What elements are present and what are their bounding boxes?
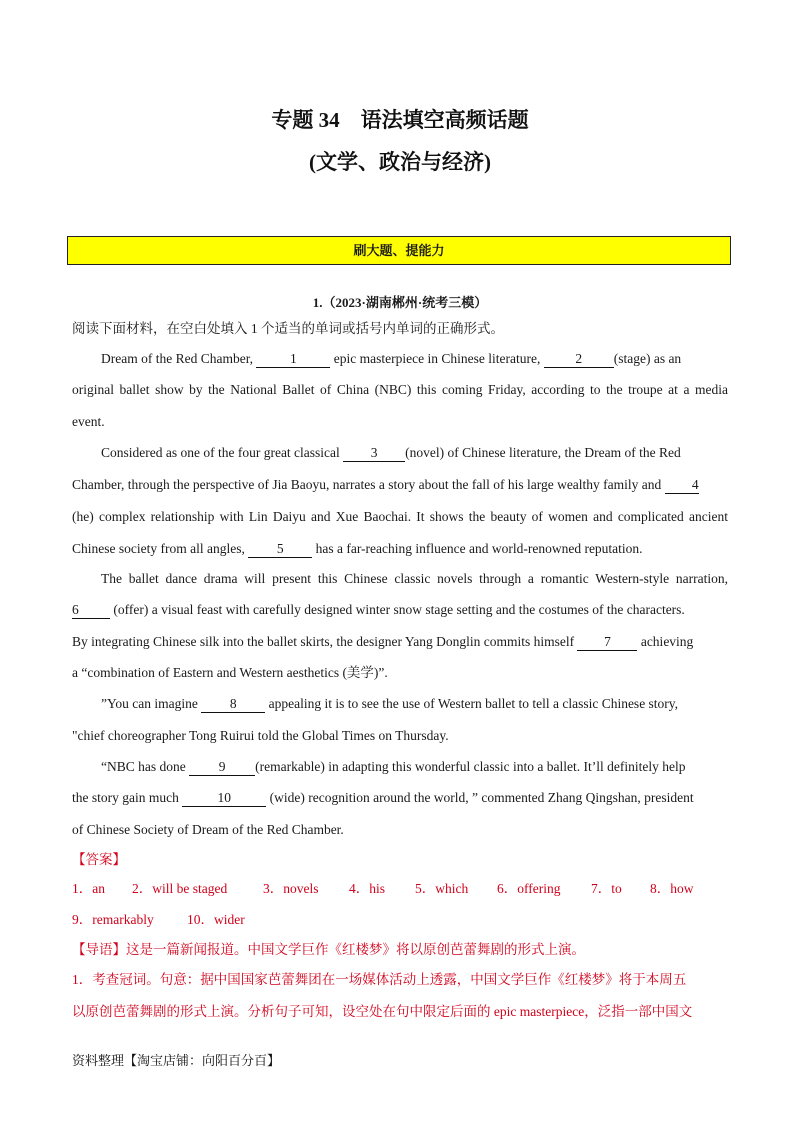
passage-text: Dream of the Red Chamber, (101, 351, 257, 366)
passage-line: a “combination of Eastern and Western aesthetics (美学)”. (72, 665, 388, 680)
passage-line (72, 601, 728, 619)
answer-label: 【答案】 (72, 852, 126, 867)
passage-line (72, 540, 728, 558)
answer-item: 3．novels (263, 881, 319, 896)
passage-line: original ballet show by the National Ballet of China (NBC) this coming Friday, according to the troupe at a media (72, 382, 728, 397)
passage-text: achieving (637, 634, 694, 649)
passage-text: epic masterpiece in Chinese literature, (330, 351, 544, 366)
blank-4[interactable]: 4 (665, 477, 699, 494)
passage-line (72, 633, 728, 651)
blank-3[interactable]: 3 (343, 445, 405, 462)
question-header: 1.（2023·湖南郴州·统考三模） (312, 295, 488, 310)
passage-text: (wide) recognition around the world, ” commented Zhang Qingshan, president (266, 790, 694, 805)
blank-7[interactable]: 7 (577, 634, 637, 651)
passage-line: event. (72, 414, 105, 429)
blank-8[interactable]: 8 (201, 696, 265, 713)
answer-item: 8．how (650, 881, 694, 896)
passage-text: By integrating Chinese silk into the ballet skirts, the designer Yang Donglin commits himself (72, 634, 578, 649)
instruction-text: 阅读下面材料，在空白处填入 1 个适当的单词或括号内单词的正确形式。 (72, 321, 504, 336)
blank-5[interactable]: 5 (248, 541, 312, 558)
passage-text: Chamber, through the perspective of Jia Baoyu, narrates a story about the fall of his large wealthy family and (72, 477, 665, 492)
passage-line: of Chinese Society of Dream of the Red Chamber. (72, 822, 344, 837)
section-banner: 刷大题、提能力 (67, 236, 731, 265)
passage-line (72, 476, 728, 494)
passage-text: (offer) a visual feast with carefully designed winter snow stage setting and the costumes of the characters. (110, 602, 685, 617)
passage-text: appealing it is to see the use of Western ballet to tell a classic Chinese story, (265, 696, 679, 711)
answer-item: 9．remarkably (72, 912, 154, 927)
passage-text: the story gain much (72, 790, 183, 805)
passage-line (72, 758, 728, 776)
passage-line: (he) complex relationship with Lin Daiyu and Xue Baochai. It shows the beauty of women and complicated ancient (72, 509, 728, 524)
analysis-text: 以原创芭蕾舞剧的形式上演。分析句子可知，设空处在句中限定后面的 epic masterpiece，泛指一部中国文 (72, 1004, 693, 1019)
passage-line (72, 444, 728, 462)
blank-6[interactable]: 6 (72, 602, 110, 619)
answers-row (72, 880, 728, 898)
answer-item: 4．his (349, 881, 386, 896)
guide-text: 【导语】这是一篇新闻报道。中国文学巨作《红楼梦》将以原创芭蕾舞剧的形式上演。 (72, 942, 585, 957)
blank-9[interactable]: 9 (189, 759, 255, 776)
passage-text: Chinese society from all angles, (72, 541, 249, 556)
passage-line (72, 789, 728, 807)
passage-text: (novel) of Chinese literature, the Dream of the Red (405, 445, 681, 460)
answer-item: 1．an (72, 881, 105, 896)
passage-line (72, 350, 728, 368)
page-footer: 资料整理【淘宝店铺：向阳百分百】 (72, 1053, 281, 1068)
answer-item: 7．to (591, 881, 622, 896)
passage-text: (remarkable) in adapting this wonderful classic into a ballet. It’ll definitely help (255, 759, 686, 774)
passage-text: ”You can imagine (101, 696, 202, 711)
passage-text: (stage) as an (613, 351, 682, 366)
blank-10[interactable]: 10 (182, 790, 266, 807)
answer-item: 5．which (415, 881, 469, 896)
blank-2[interactable]: 2 (544, 351, 614, 368)
passage-line (72, 695, 728, 713)
page-subtitle: (文学、政治与经济) (309, 150, 491, 174)
blank-1[interactable]: 1 (256, 351, 330, 368)
answers-row (72, 911, 728, 929)
passage-line: "chief choreographer Tong Ruirui told the Global Times on Thursday. (72, 728, 449, 743)
passage-text: Considered as one of the four great classical (101, 445, 344, 460)
passage-text: has a far-reaching influence and world-renowned reputation. (312, 541, 643, 556)
answer-item: 10．wider (187, 912, 245, 927)
passage-text: “NBC has done (101, 759, 190, 774)
analysis-text: 1．考查冠词。句意：据中国国家芭蕾舞团在一场媒体活动上透露，中国文学巨作《红楼梦》将于本周五 (72, 972, 687, 987)
page-title: 专题 34 语法填空高频话题 (271, 108, 529, 132)
answer-item: 2．will be staged (132, 881, 228, 896)
passage-line: The ballet dance drama will present this Chinese classic novels through a romantic Western-style narration, (101, 571, 728, 586)
answer-item: 6．offering (497, 881, 561, 896)
